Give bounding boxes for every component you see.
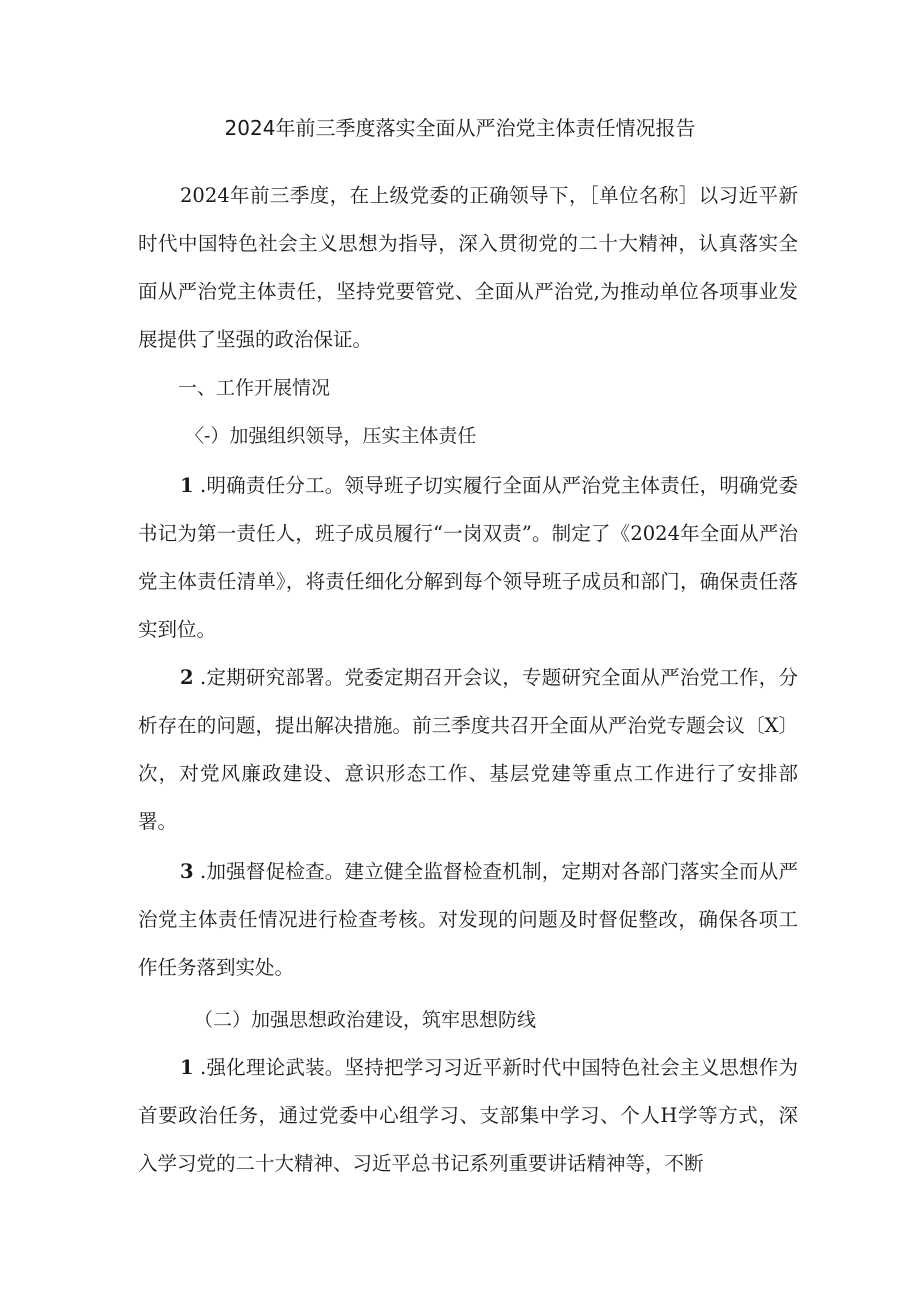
document-title: 2024年前三季度落实全面从严治党主体责任情况报告 [224,116,696,140]
item-text: .明确责任分工。领导班子切实履行全面从严治党主体责任，明确党委书记为第一责任人，班子成员履行“一岗双责”。制定了《2024年全面从严治党主体责任清单》，将责任细化分解到每个领导班子成员和部门，确保责任落实到位。 [138,474,799,641]
item-text: .加强督促检查。建立健全监督检查机制，定期对各部门落实全而从严治党主体责任情况进行检查考核。对发现的问题及时督促整改，确保各项工作任务落到实处。 [138,860,799,979]
item-number: 2 [180,666,194,689]
list-item [138,1044,798,1188]
list-item [138,462,798,654]
item-number: 1 [180,474,194,497]
subsection-heading: （二）加强思想政治建设，筑牢思想防线 [194,1009,537,1031]
section-heading: 一、工作开展情况 [178,377,331,399]
item-text: .定期研究部署。党委定期召开会议，专题研究全面从严治党工作，分析存在的问题，提出解决措施。前三季度共召开全面从严治党专题会议〔X〕次，对党风廉政建设、意识形态工作、基层党建等重点工作进行了安排部署。 [138,666,799,833]
list-item [138,848,798,992]
item-number: 3 [180,860,194,883]
intro-paragraph: 2024年前三季度，在上级党委的正确领导下，［单位名称］以习近平新时代中国特色社会主义思想为指导，深入贯彻党的二十大精神，认真落实全面从严治党主体责任，坚持党要管党、全面从严治党,为推动单位各项事业发展提供了坚强的政治保证。 [138,184,798,351]
subsection-heading: 〈-）加强组织领导，压实主体责任 [185,425,477,447]
item-number: 1 [180,1056,194,1079]
item-text: .强化理论武装。坚持把学习习近平新时代中国特色社会主义思想作为首要政治任务，通过党委中心组学习、支部集中学习、个人H学等方式，深入学习党的二十大精神、习近平总书记系列重要讲话精神等，不断 [138,1056,799,1175]
list-item [138,654,798,846]
